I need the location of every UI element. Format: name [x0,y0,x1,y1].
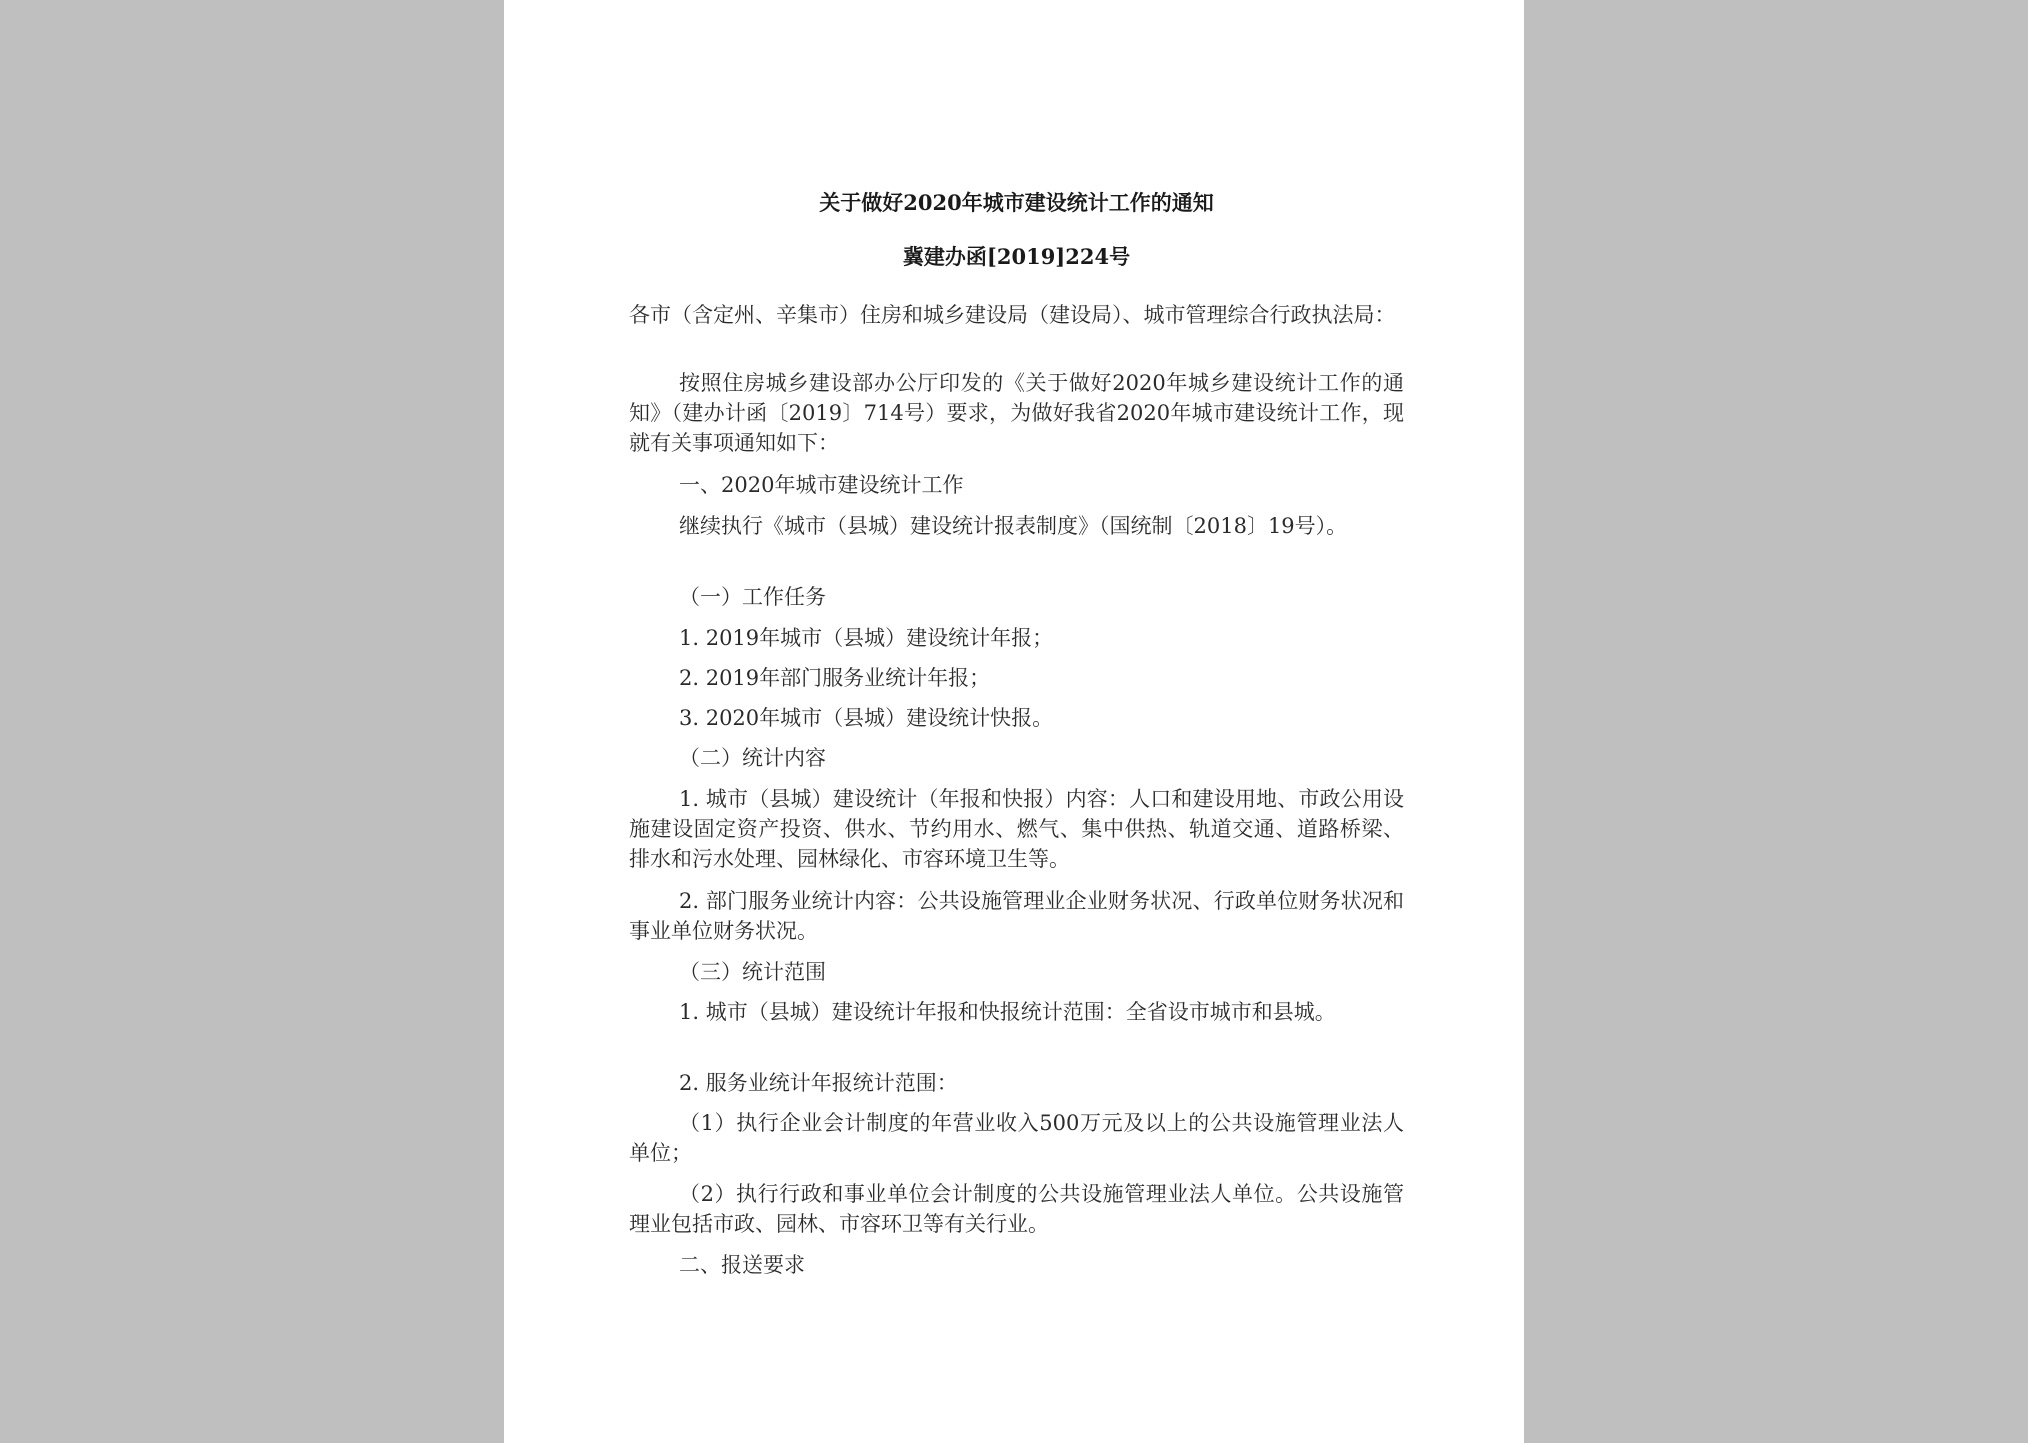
list-item-scope-1: 1. 城市（县城）建设统计年报和快报统计范围：全省设市城市和县城。 [679,1000,1336,1024]
document-number: 冀建办函[2019]224号 [902,244,1131,269]
list-item-task-1: 1. 2019年城市（县城）建设统计年报； [679,626,1054,650]
list-item-content-1: 1. 城市（县城）建设统计（年报和快报）内容：人口和建设用地、市政公用设施建设固定资产投资、供水、节约用水、燃气、集中供热、轨道交通、道路桥梁、排水和污水处理、园林绿化、市容环境卫生等。 [629,787,1404,871]
heading-section-2: 二、报送要求 [679,1253,805,1277]
heading-section-1: 一、2020年城市建设统计工作 [679,473,964,497]
list-item-scope-2-1: （1）执行企业会计制度的年营业收入500万元及以上的公共设施管理业法人单位； [629,1111,1404,1165]
heading-subsection-scope: （三）统计范围 [679,960,826,984]
list-item-content-2: 2. 部门服务业统计内容：公共设施管理业企业财务状况、行政单位财务状况和事业单位财务状况。 [629,889,1404,943]
heading-subsection-content: （二）统计内容 [679,746,826,770]
list-item-scope-2-2: （2）执行行政和事业单位会计制度的公共设施管理业法人单位。公共设施管理业包括市政、园林、市容环卫等有关行业。 [629,1182,1404,1236]
list-item-task-2: 2. 2019年部门服务业统计年报； [679,666,991,690]
list-item-scope-2: 2. 服务业统计年报统计范围： [679,1071,958,1095]
list-item-task-3: 3. 2020年城市（县城）建设统计快报。 [679,706,1054,730]
document-title: 关于做好2020年城市建设统计工作的通知 [819,190,1214,215]
heading-subsection-tasks: （一）工作任务 [679,585,826,609]
paragraph-addressee: 各市（含定州、辛集市）住房和城乡建设局（建设局）、城市管理综合行政执法局： [629,303,1396,327]
paragraph-intro: 按照住房城乡建设部办公厅印发的《关于做好2020年城乡建设统计工作的通知》（建办计函〔2019〕714号）要求，为做好我省2020年城市建设统计工作，现就有关事项通知如下： [629,371,1404,455]
document-page [504,0,1524,1443]
paragraph-system: 继续执行《城市（县城）建设统计报表制度》（国统制〔2018〕19号）。 [679,514,1348,538]
